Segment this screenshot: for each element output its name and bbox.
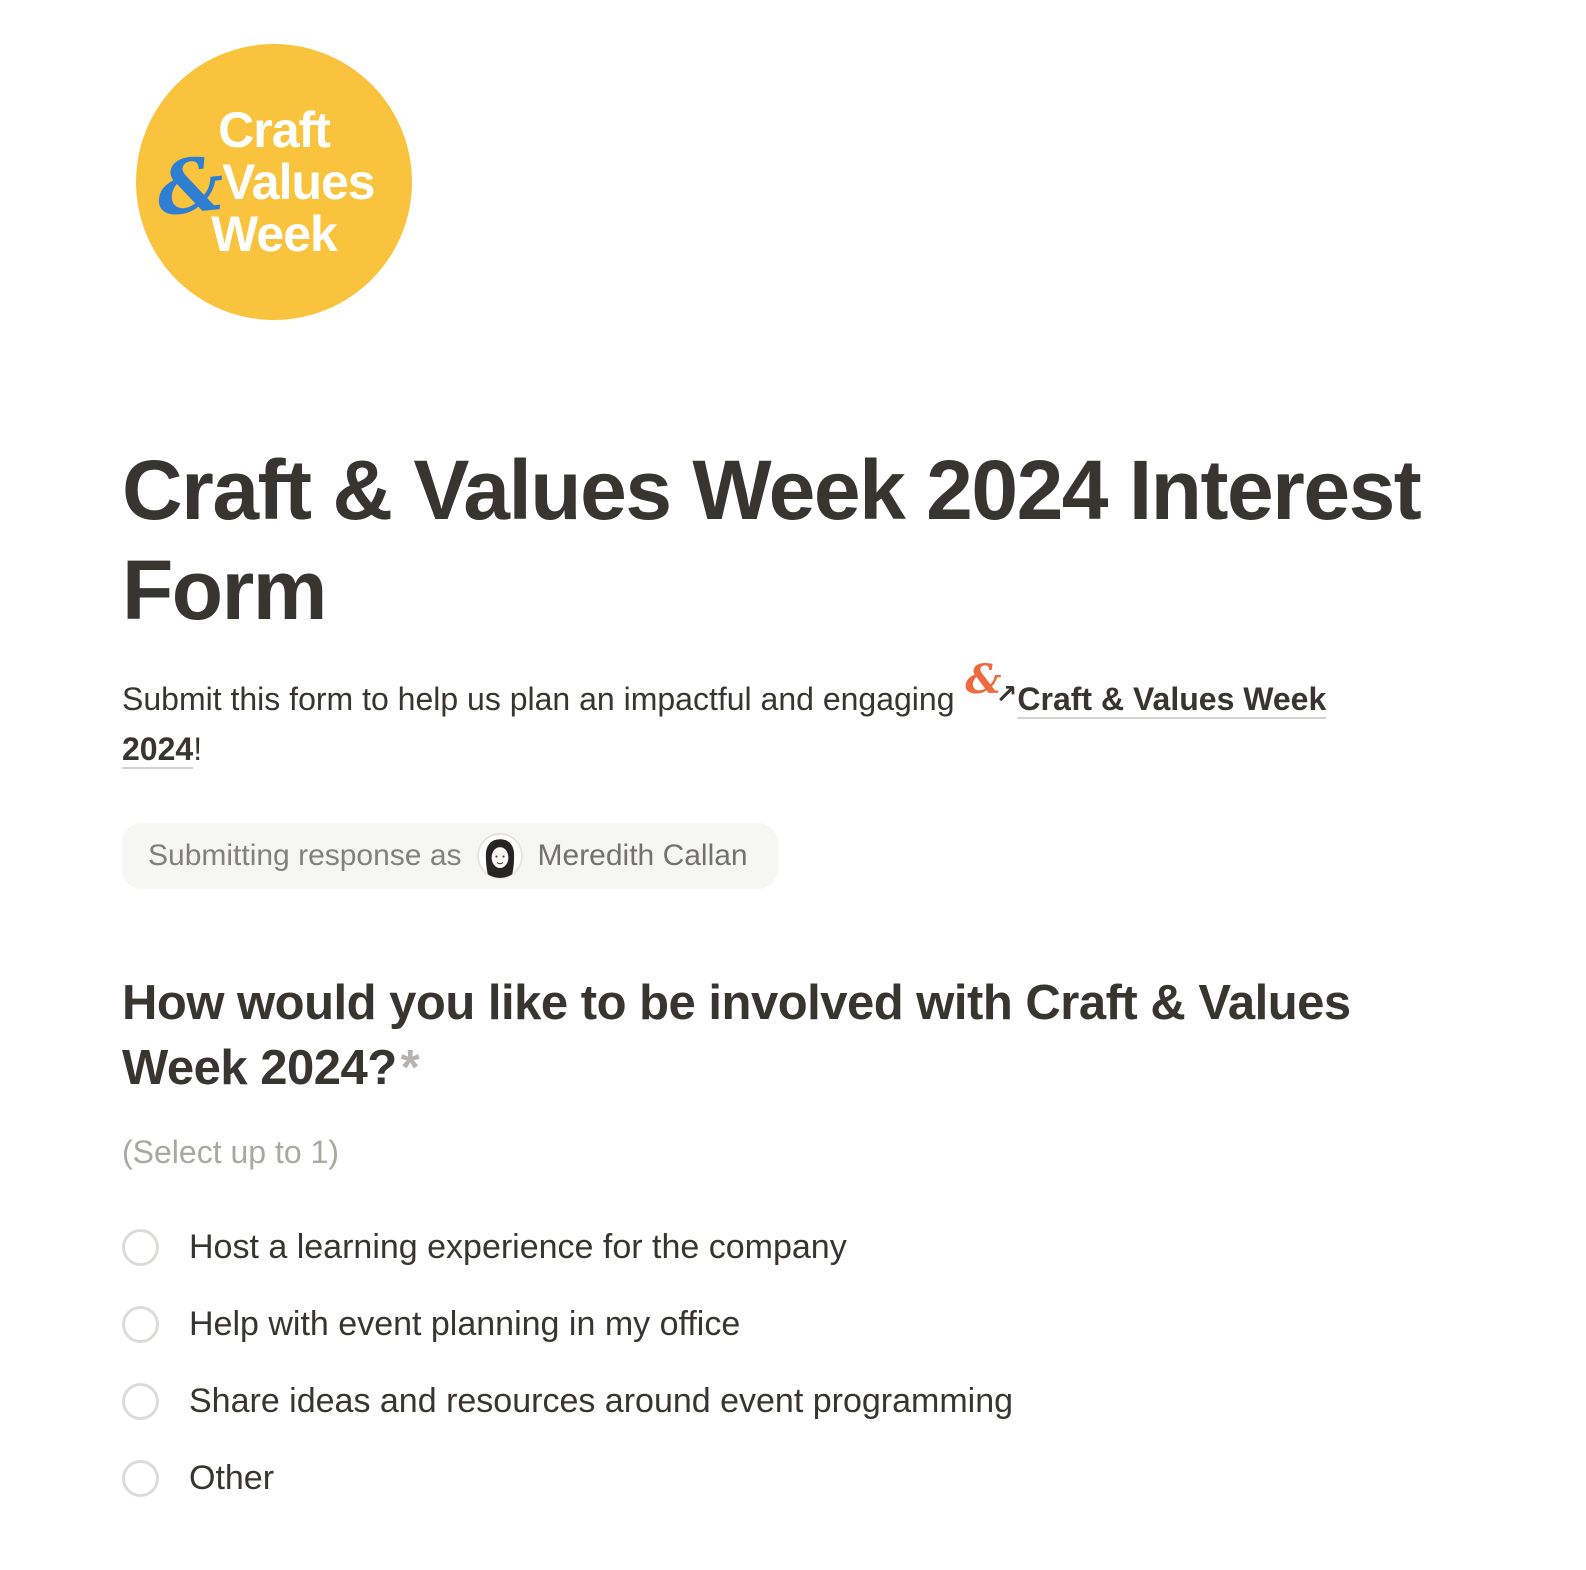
radio-option-row-host-learning[interactable] [122,1225,1464,1269]
radio-option-label: Host a learning experience for the company [189,1228,847,1266]
description-suffix: ! [193,731,203,767]
radio-button[interactable] [122,1460,159,1497]
radio-button[interactable] [122,1383,159,1420]
description-prefix: Submit this form to help us plan an impactful and engaging [122,681,964,717]
logo-text-week: Week [211,206,337,262]
radio-button[interactable] [122,1306,159,1343]
radio-option-list [122,1225,1464,1500]
radio-option-label: Help with event planning in my office [189,1305,741,1343]
question-title [122,971,1464,1101]
required-asterisk: * [400,1041,420,1095]
radio-option-row-other[interactable] [122,1456,1464,1500]
submitting-response-label: Submitting response as [148,839,462,872]
craft-values-week-logo [136,44,412,320]
page-link-icon [963,656,1018,716]
question-hint: (Select up to 1) [122,1134,339,1170]
page-link-text: Craft & Values Week 2024 [122,681,1327,767]
radio-option-row-share-ideas[interactable] [122,1379,1464,1423]
user-avatar [477,833,523,879]
logo-text-values: Values [222,154,375,210]
logo-text-craft: Craft [218,102,330,158]
question-title-text: How would you like to be involved with Craft & Values Week 2024? [122,976,1351,1095]
submitting-user-name: Meredith Callan [537,839,748,872]
submitting-response-pill [122,823,778,889]
logo-ampersand-glyph: & [153,140,229,234]
radio-button[interactable] [122,1229,159,1266]
ampersand-icon: & [965,656,1002,703]
radio-option-label: Other [189,1459,275,1497]
radio-option-label: Share ideas and resources around event programming [189,1382,1014,1420]
page-title: Craft & Values Week 2024 Interest Form [122,443,1421,637]
radio-option-row-help-planning[interactable] [122,1302,1464,1346]
arrow-up-right-icon: ↗ [995,680,1018,710]
form-description [122,656,1372,774]
